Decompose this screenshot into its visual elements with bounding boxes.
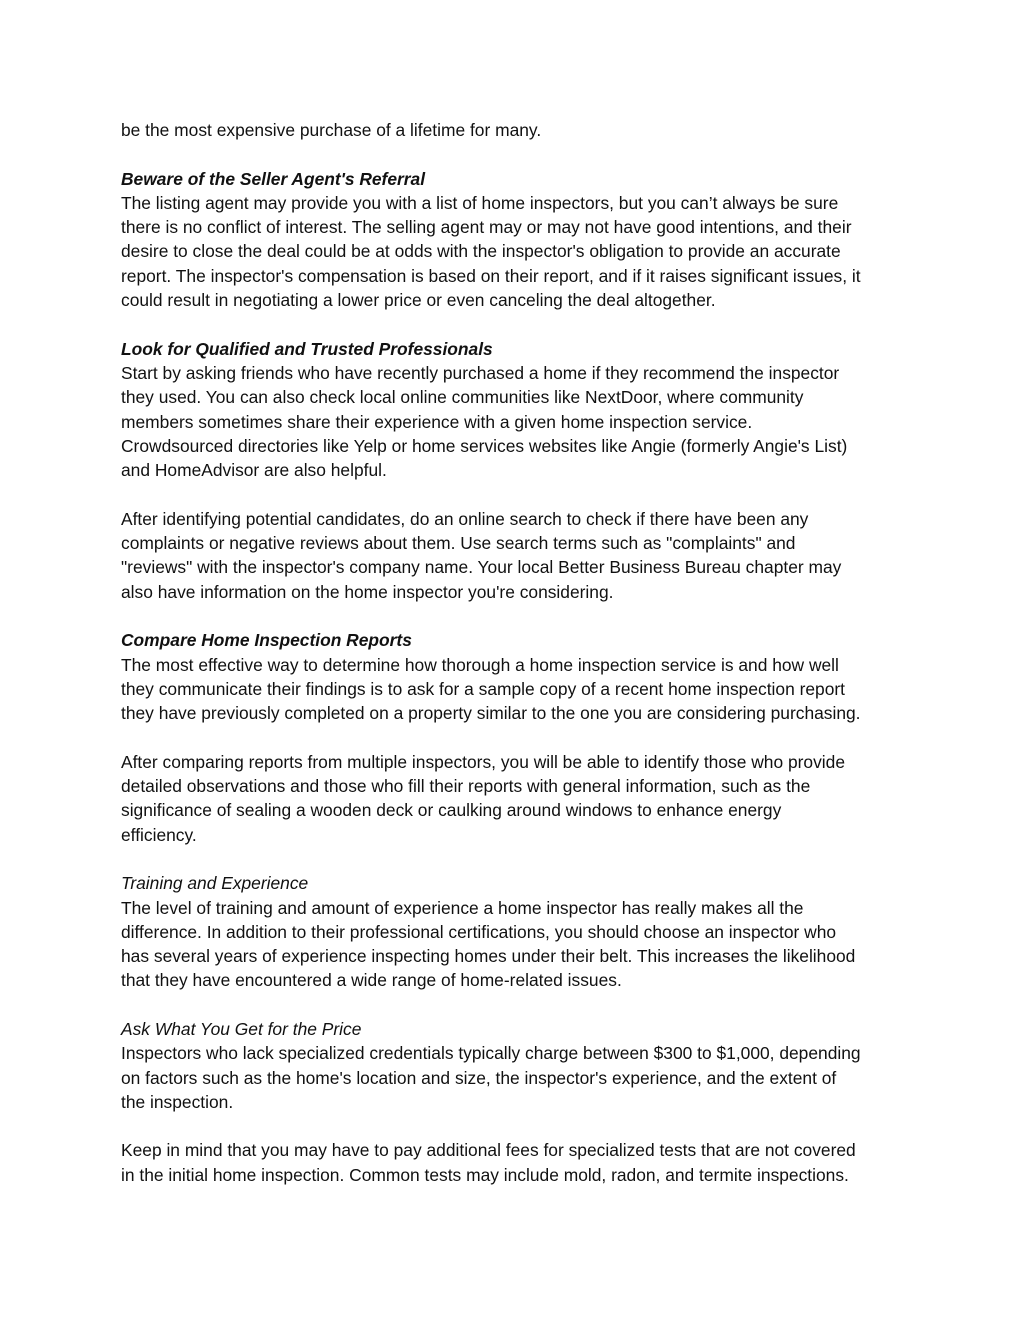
section-paragraph: Keep in mind that you may have to pay additional fees for specialized tests that are not covered in the initial home inspection. Common tests may include mold, radon, and termite inspections. <box>121 1140 856 1185</box>
section-qualified-professionals <box>121 337 911 604</box>
section-paragraph: After comparing reports from multiple inspectors, you will be able to identify those who provide detailed observations and those who fill their reports with general information, such as the significance of sealing a wooden deck or caulking around windows to enhance energy efficiency. <box>121 751 845 845</box>
section-paragraph: Start by asking friends who have recently purchased a home if they recommend the inspector they used. You can also check local online communities like NextDoor, where community members sometimes share their experience with a given home inspection service. Crowdsourced directories like Yelp or home services websites like Angie (formerly Angie's List) and HomeAdvisor are also helpful. <box>121 362 848 481</box>
section-heading: Training and Experience <box>121 873 309 894</box>
section-paragraph: After identifying potential candidates, do an online search to check if there have been any complaints or negative reviews about them. Use search terms such as "complaints" and "reviews" with the inspector's company name. Your local Better Business Bureau chapter may also have information on the home inspector you're considering. <box>121 508 842 602</box>
section-paragraph: The most effective way to determine how thorough a home inspection service is and how well they communicate their findings is to ask for a sample copy of a recent home inspection report they have previously completed on a property similar to the one you are considering purchasing. <box>121 654 861 724</box>
section-training-experience <box>121 871 911 992</box>
section-paragraph: Inspectors who lack specialized credentials typically charge between $300 to $1,000, depending on factors such as the home's location and size, the inspector's experience, and the extent of the inspection. <box>121 1043 861 1112</box>
document-page <box>121 118 911 1211</box>
section-heading: Beware of the Seller Agent's Referral <box>121 168 426 189</box>
section-paragraph: The level of training and amount of experience a home inspector has really makes all the difference. In addition to their professional certifications, you should choose an inspector who has several years of experience inspecting homes under their belt. This increases the likelihood that they have encountered a wide range of home-related issues. <box>121 897 856 991</box>
section-paragraph: The listing agent may provide you with a list of home inspectors, but you can’t always be sure there is no conflict of interest. The selling agent may or may not have good intentions, and their desire to close the deal could be at odds with the inspector's obligation to provide an accurate report. The inspector's compensation is based on their report, and if it raises significant issues, it could result in negotiating a lower price or even canceling the deal altogether. <box>121 192 861 311</box>
section-seller-agent-referral <box>121 167 911 313</box>
section-price <box>121 1017 911 1187</box>
section-heading: Ask What You Get for the Price <box>121 1018 362 1039</box>
intro-paragraph: be the most expensive purchase of a lifetime for many. <box>121 120 542 140</box>
section-heading: Look for Qualified and Trusted Professionals <box>121 338 493 359</box>
section-compare-reports <box>121 628 911 847</box>
section-heading: Compare Home Inspection Reports <box>121 630 412 651</box>
